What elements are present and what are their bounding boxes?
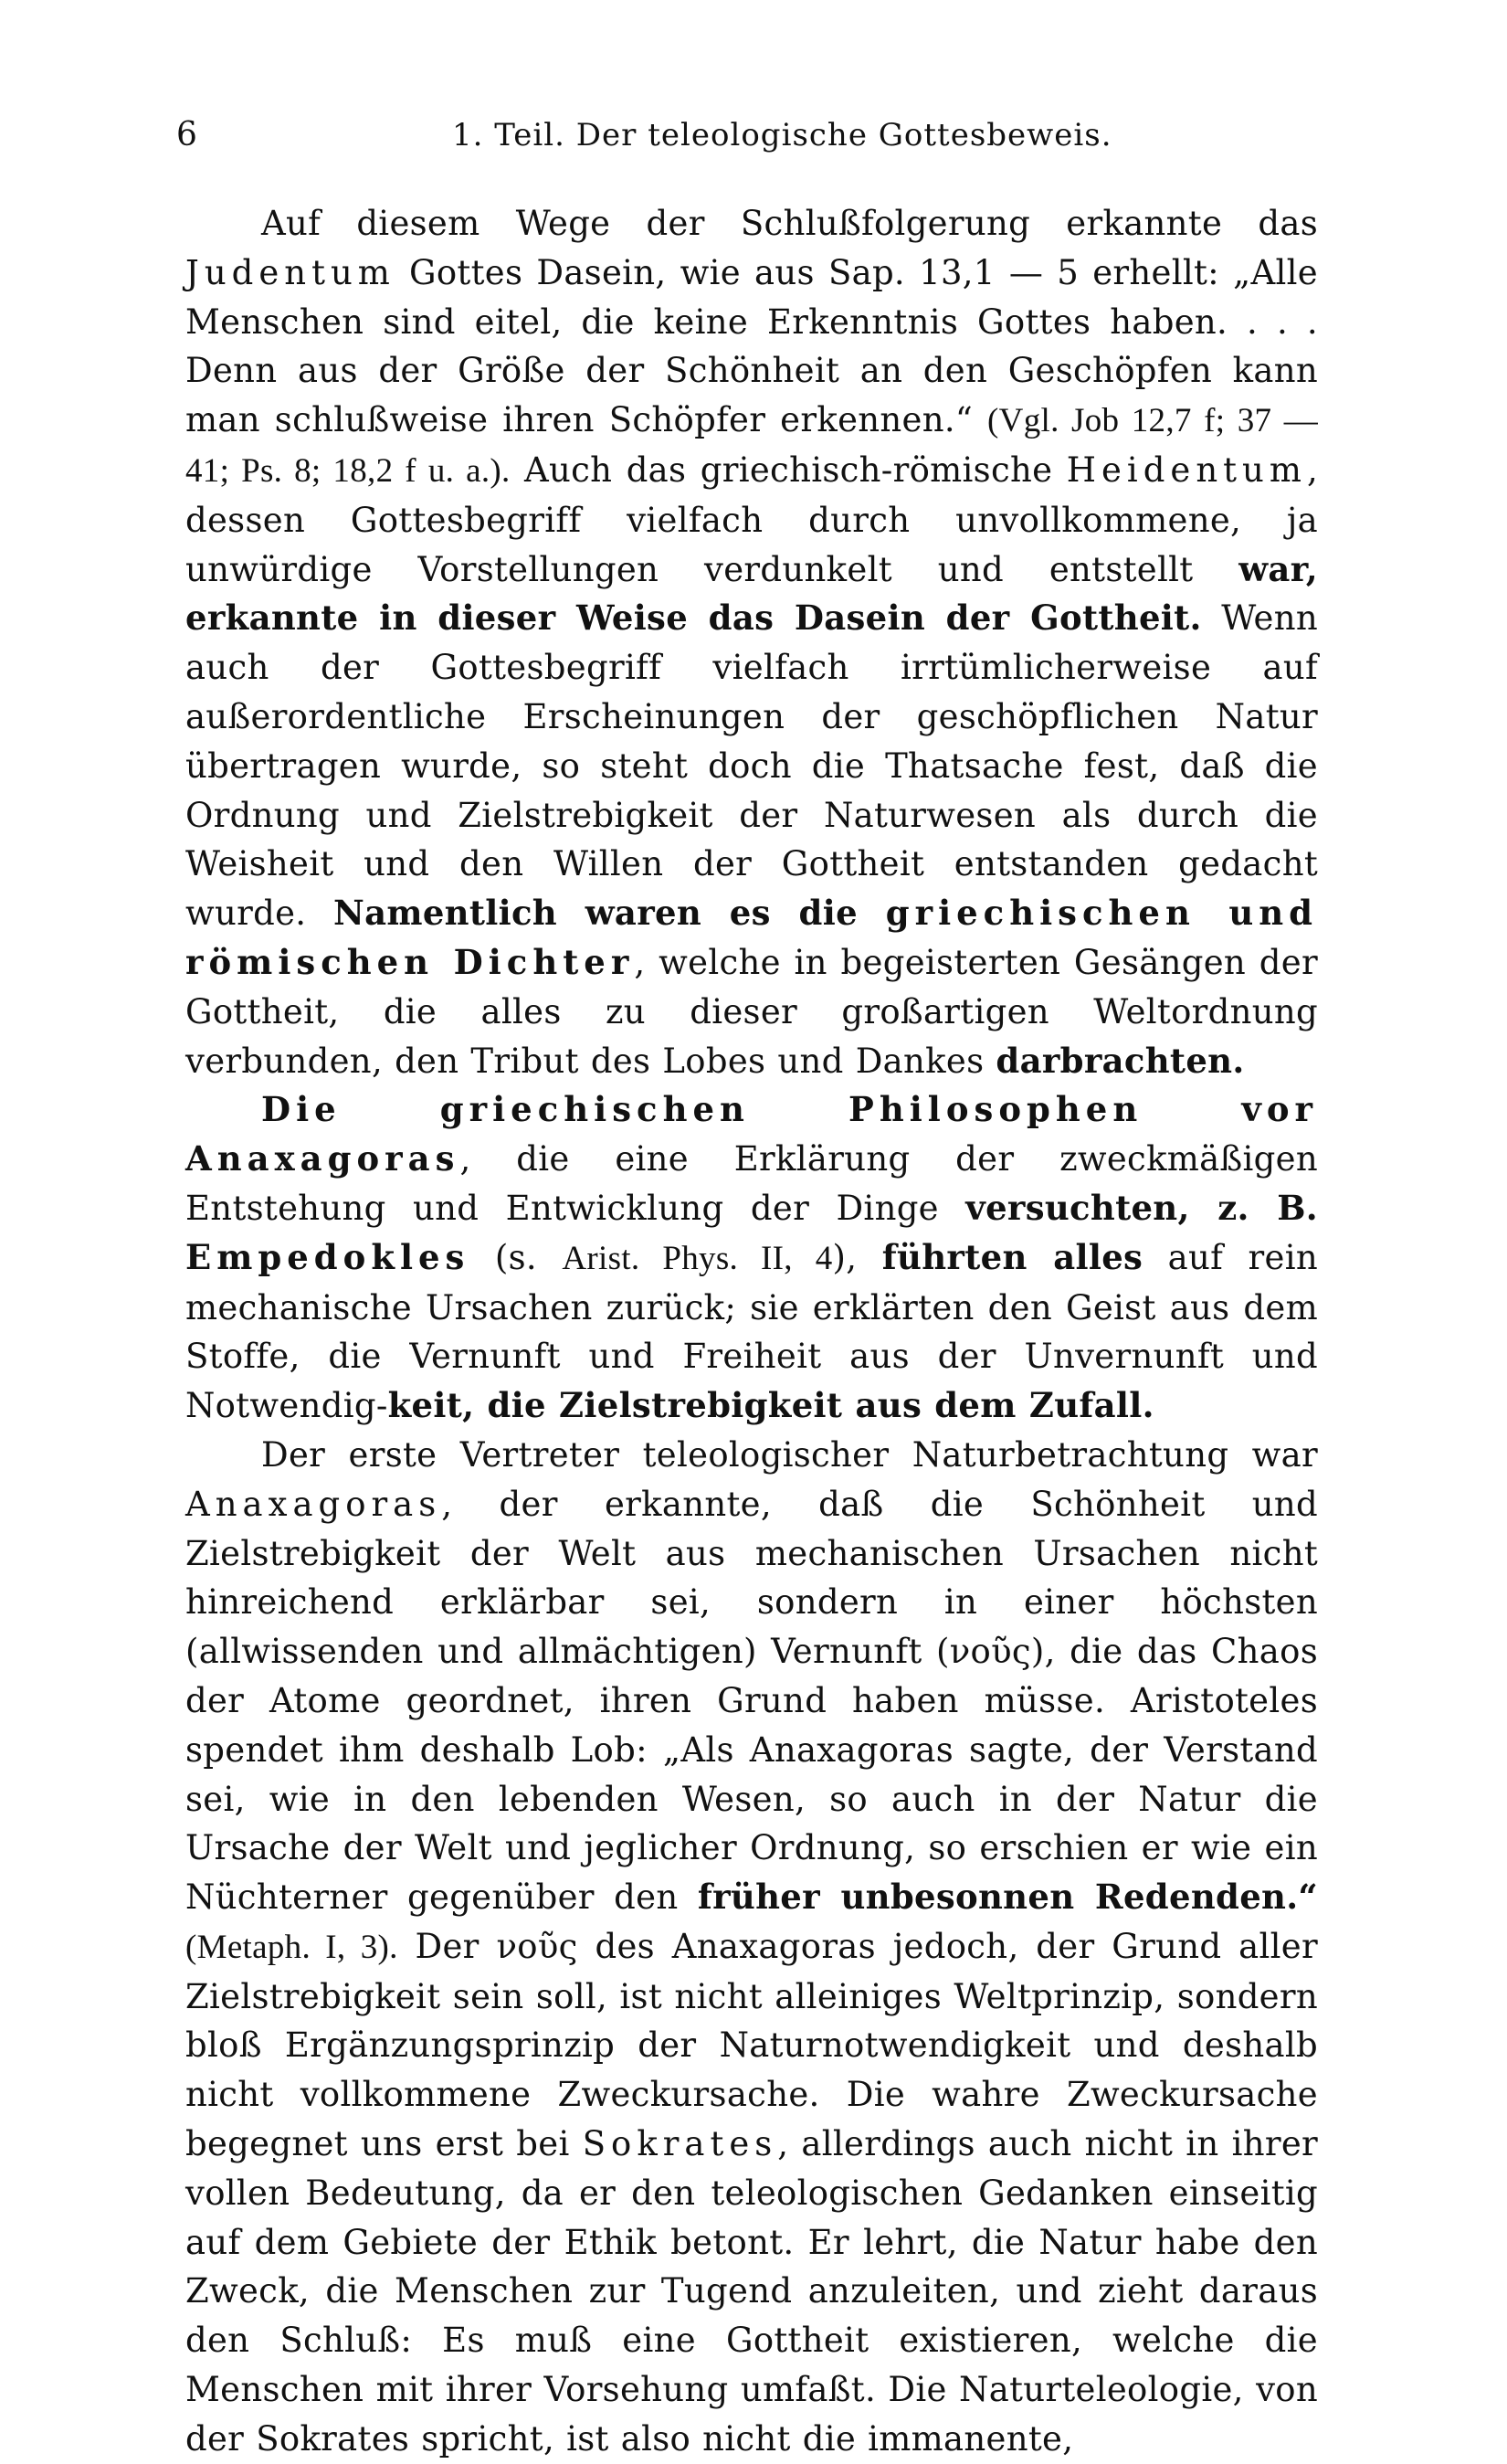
text-run: Gottes Dasein, wie aus Sap. 13,1 — 5 erhellt: „Alle Menschen sind eitel, die keine Erkenntnis Gottes haben. . . . Denn aus der Größe der Schönheit an den Geschöpfen kann man schlußweise ihren Schöpfer erkennen.“ <box>185 252 1318 440</box>
text-run: , allerdings auch nicht in ihrer vollen Bedeutung, da er den teleologischen Gedanken einseitig auf dem Gebiete der Ethik betont. Er lehrt, die Natur habe den Zweck, die Menschen zur Tugend anzuleiten, und zieht daraus den Schluß: Es muß eine Gottheit existieren, welche die Menschen mit ihrer Vorsehung umfaßt. Die Naturteleologie, von der Sokrates spricht, ist also nicht die immanente, <box>185 2124 1318 2459</box>
emphasis-heidentum: Heidentum <box>1066 449 1307 490</box>
page-number: 6 <box>176 116 198 153</box>
emphasis-judentum: Judentum <box>185 252 395 292</box>
paragraph-3 <box>185 1431 1318 2464</box>
emphasis-empedokles: Empedokles <box>185 1236 470 1277</box>
emphasis-sokrates: Sokrates <box>582 2124 778 2164</box>
text-run: Auf diesem Wege der Schlußfolgerung erkannte das <box>261 204 1318 243</box>
emphasis-dichter: griechischen und römischen Dichter <box>185 893 1318 982</box>
body-text <box>185 199 1318 2464</box>
text-run: , die eine Erklärung der zweckmäßigen Entstehung und Entwicklung der Dinge <box>185 1139 1318 1228</box>
text-run: ), <box>832 1237 882 1277</box>
bold-run: keit, die Zielstrebigkeit aus dem Zufall. <box>387 1385 1154 1426</box>
page-header <box>169 108 1329 163</box>
bold-run: Namentlich waren es die <box>332 893 886 934</box>
emphasis-anaxagoras: Anaxagoras <box>185 1484 442 1524</box>
text-run: , welche in begeisterten Gesängen der Gottheit, die alles zu dieser großartigen Weltordnung verbunden, den Tribut des Lobes und Dankes <box>185 942 1318 1081</box>
text-run: , dessen Gottesbegriff vielfach durch unvollkommene, ja unwürdige Vorstellungen verdunkelt und entstellt <box>185 449 1318 589</box>
text-run: , der erkannte, daß die Schönheit und Zielstrebigkeit der Welt aus mechanischen Ursachen nicht hinreichend erklärbar sei, sondern in einer höchsten (allwissenden und allmächtigen) Vernunft (νοῦς), die das Chaos der Atome geordnet, ihren Grund haben müsse. Aristoteles spendet ihm deshalb Lob: „Als Anaxagoras sagte, der Verstand sei, wie in den lebenden Wesen, so auch in der Natur die Ursache der Welt und jeglicher Ordnung, so erschien er wie ein Nüchterner gegenüber den <box>185 1484 1318 1918</box>
text-run: auf rein mechanische Ursachen zurück; sie erklärten den Geist aus dem Stoffe, die Vernunft und Freiheit aus der Unvernunft und Notwendig- <box>185 1237 1318 1426</box>
text-run: (s. <box>469 1237 563 1277</box>
bold-run: war, erkannte in dieser Weise das Dasein der Gottheit. <box>185 548 1318 639</box>
paragraph-2 <box>185 1085 1318 1431</box>
bold-run: versuchten, z. B. <box>965 1187 1318 1228</box>
scripture-reference: (Vgl. Job 12,7 f; 37 — 41; Ps. 8; 18,2 f u. a.). <box>185 402 1318 490</box>
running-head: 1. Teil. Der teleologische Gottesbeweis. <box>452 117 1112 153</box>
bold-run: früher unbesonnen Redenden.“ <box>697 1877 1318 1918</box>
text-run: Wenn auch der Gottesbegriff vielfach irrtümlicherweise auf außerordentliche Erscheinungen der geschöpflichen Natur übertragen wurde, so steht doch die Thatsache fest, daß die Ordnung und Zielstrebigkeit der Naturwesen als durch die Weisheit und den Willen der Gottheit entstanden gedacht wurde. <box>185 598 1318 934</box>
aristotle-reference: Arist. Phys. II, 4 <box>562 1239 833 1277</box>
bold-run: darbrachten. <box>996 1040 1245 1081</box>
text-run: Auch das griechisch-römische <box>510 449 1067 490</box>
paragraph-1 <box>185 199 1318 1085</box>
bold-run: führten alles <box>881 1236 1143 1277</box>
text-run: Der νοῦς des Anaxagoras jedoch, der Grund aller Zielstrebigkeit sein soll, ist nicht alleiniges Weltprinzip, sondern bloß Ergänzungsprinzip der Naturnotwendigkeit und deshalb nicht vollkommene Zweckursache. Die wahre Zweckursache begegnet uns erst bei <box>185 1926 1318 2164</box>
emphasis-philosophen: Die griechischen Philosophen vor Anaxagoras <box>185 1089 1318 1179</box>
text-run: Der erste Vertreter teleologischer Naturbetrachtung war <box>261 1434 1318 1475</box>
metaphysics-reference: (Metaph. I, 3). <box>185 1928 398 1966</box>
